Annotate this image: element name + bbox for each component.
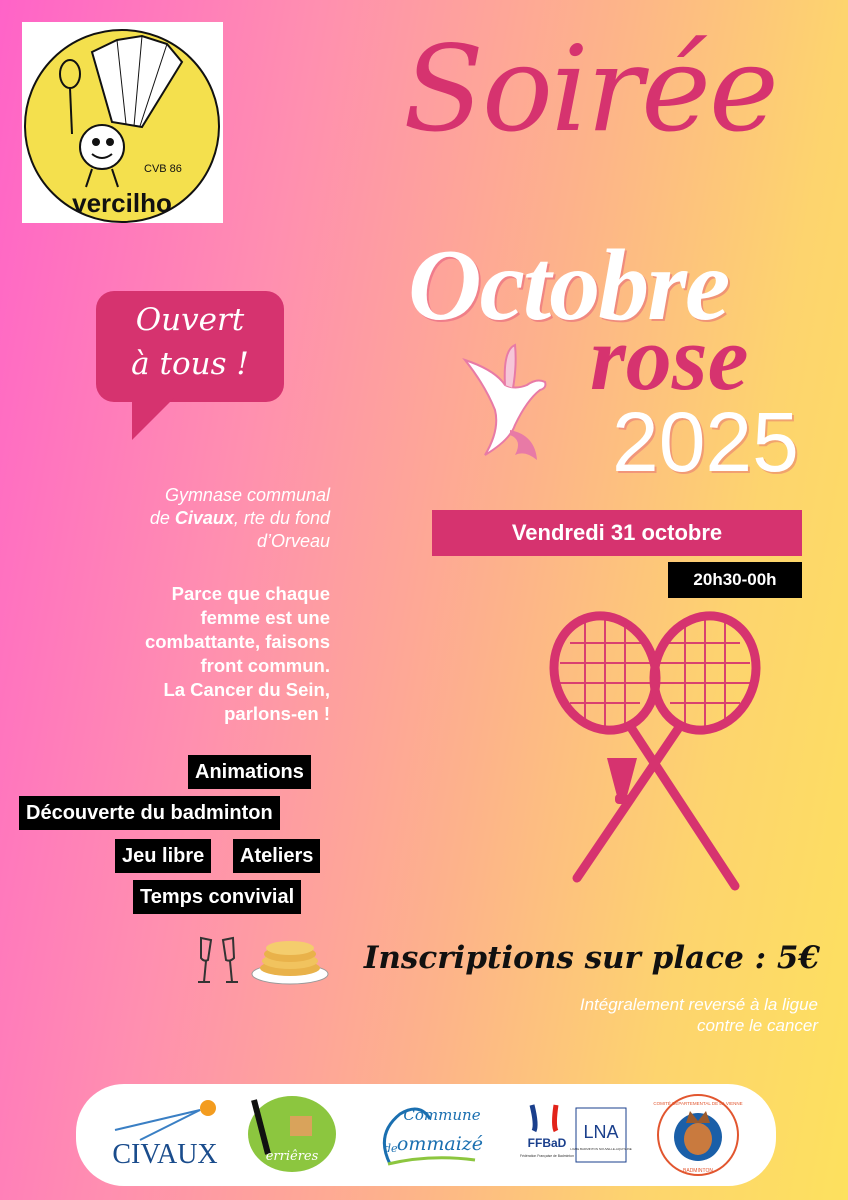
venue-suffix: , rte du fond bbox=[233, 508, 330, 528]
sponsor-comite bbox=[653, 1088, 743, 1182]
sponsor-lommaize bbox=[370, 1088, 490, 1182]
ffbad-logo-icon bbox=[522, 1095, 572, 1175]
donation-note-line-1: Intégralement reversé à la ligue bbox=[579, 995, 818, 1014]
ffbad-name: FFBaD bbox=[527, 1136, 567, 1150]
event-date: Vendredi 31 octobre bbox=[511, 520, 723, 545]
title-rose: rose bbox=[590, 307, 749, 409]
donation-note bbox=[420, 994, 818, 1036]
lna-logo-icon bbox=[570, 1100, 632, 1170]
lommaize-top: Commune bbox=[403, 1106, 481, 1124]
lna-subtitle: LIGUE BADMINTON NOUVELLE-AQUITAINE bbox=[570, 1147, 632, 1151]
inscriptions-price: Inscriptions sur place : 5€ bbox=[363, 940, 820, 976]
title-octobre: Octobre bbox=[408, 229, 729, 342]
title-soiree: Soirée bbox=[403, 20, 777, 158]
comite-bottom: BADMINTON bbox=[683, 1168, 713, 1174]
verrieres-name: erriêres bbox=[265, 1149, 319, 1164]
bubble-line-1: Ouvert bbox=[135, 302, 245, 338]
lna-name: LNA bbox=[583, 1122, 619, 1142]
message-line: La Cancer du Sein, bbox=[163, 679, 330, 700]
comite-vienne-logo-icon bbox=[653, 1093, 743, 1177]
activity-tag: Ateliers bbox=[233, 839, 320, 873]
venue-address bbox=[40, 484, 330, 553]
message-line: femme est une bbox=[200, 607, 330, 628]
champagne-glasses-icon bbox=[195, 930, 240, 990]
message-line: combattante, faisons bbox=[144, 631, 330, 652]
message-line: parlons-en ! bbox=[224, 703, 330, 724]
activity-tag: Temps convivial bbox=[133, 880, 301, 914]
club-logo bbox=[22, 22, 223, 223]
message-line: Parce que chaque bbox=[171, 583, 330, 604]
donation-note-line-2: contre le cancer bbox=[697, 1016, 818, 1035]
activity-tag: Animations bbox=[188, 755, 311, 789]
sponsor-verrieres bbox=[242, 1088, 337, 1182]
sponsor-civaux bbox=[100, 1088, 230, 1182]
civaux-name: CIVAUX bbox=[112, 1139, 218, 1170]
verrieres-logo-icon bbox=[242, 1094, 337, 1176]
club-name: vercilho bbox=[72, 188, 172, 218]
dove-icon bbox=[455, 340, 555, 475]
club-code: CVB 86 bbox=[144, 163, 182, 175]
bubble-text bbox=[96, 298, 284, 386]
awareness-message bbox=[60, 582, 330, 726]
crepes-plate-icon bbox=[250, 934, 330, 986]
event-time: 20h30-00h bbox=[693, 570, 777, 589]
venue-line-3: d’Orveau bbox=[256, 531, 330, 551]
sponsor-lna bbox=[570, 1088, 632, 1182]
lommaize-logo-icon bbox=[370, 1094, 490, 1176]
venue-town: Civaux bbox=[174, 508, 234, 528]
shuttlecock-mascot-icon bbox=[22, 22, 223, 223]
sponsor-ffbad bbox=[522, 1088, 572, 1182]
crossed-rackets-icon bbox=[545, 608, 765, 898]
bubble-line-2: à tous ! bbox=[131, 346, 249, 382]
activity-tag: Jeu libre bbox=[115, 839, 211, 873]
speech-bubble-tail bbox=[132, 398, 174, 440]
lommaize-bottom: ommaizé bbox=[396, 1133, 484, 1155]
lommaize-mid: de bbox=[384, 1142, 398, 1155]
venue-line-1: Gymnase communal bbox=[164, 485, 330, 505]
activity-tag: Découverte du badminton bbox=[19, 796, 280, 830]
message-line: front commun. bbox=[200, 655, 330, 676]
civaux-logo-icon bbox=[100, 1095, 230, 1175]
ffbad-subtitle: Fédération Française de Badminton bbox=[520, 1154, 574, 1158]
venue-prefix: de bbox=[149, 508, 175, 528]
comite-top: COMITÉ DÉPARTEMENTAL DE LA VIENNE bbox=[653, 1101, 743, 1106]
title-year: 2025 bbox=[612, 395, 799, 489]
